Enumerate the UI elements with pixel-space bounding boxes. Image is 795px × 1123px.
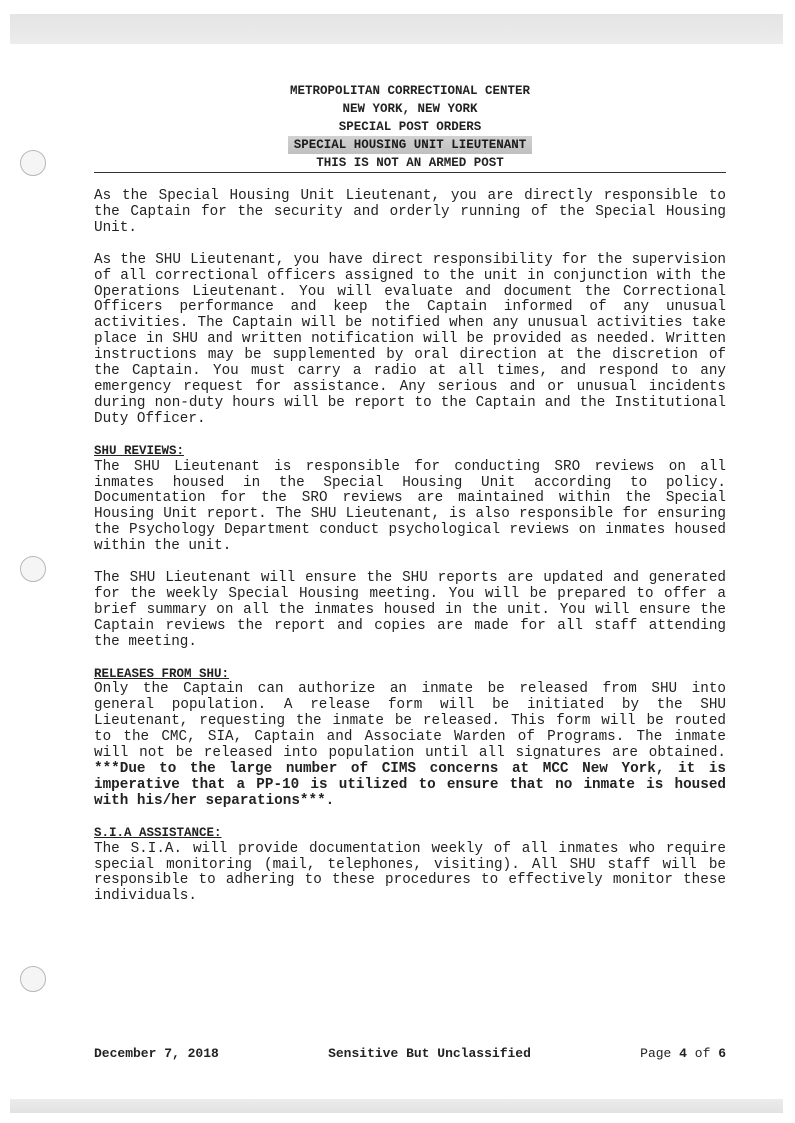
punch-hole-top-icon (20, 150, 46, 176)
document-body (94, 189, 726, 921)
header-document-type: SPECIAL POST ORDERS (338, 120, 482, 134)
intro-paragraph: As the Special Housing Unit Lieutenant, you are directly responsible to the Captain for the security and orderly running of the Special Housing Unit. (94, 188, 726, 236)
page-of: of (686, 1046, 719, 1061)
header-armed-status: THIS IS NOT AN ARMED POST (316, 156, 504, 170)
scan-bottom-shadow (10, 1099, 783, 1113)
shu-reviews-paragraph: The SHU Lieutenant is responsible for conducting SRO reviews on all inmates housed in the Special Housing Unit according to policy. Documentation for the SRO reviews are maintained within the Special Housing Unit report. The SHU Lieutenant, is also responsible for ensuring the Psychology Department conduct psychological reviews on inmates housed within the unit. (94, 458, 726, 555)
sia-heading: S.I.A ASSISTANCE: (94, 825, 222, 840)
header-location: NEW YORK, NEW YORK (342, 102, 478, 116)
header-institution: METROPOLITAN CORRECTIONAL CENTER (289, 84, 531, 98)
footer-classification: Sensitive But Unclassified (328, 1046, 531, 1061)
document-header (94, 82, 726, 172)
header-post-title: SPECIAL HOUSING UNIT LIEUTENANT (288, 136, 533, 154)
page-footer (94, 1046, 726, 1061)
releases-paragraph (94, 682, 726, 809)
header-divider (94, 172, 726, 173)
releases-text: Only the Captain can authorize an inmate be released from SHU into general population. A release form will be initiated by the SHU Lieutenant, requesting the inmate be released. This form will be routed to the CMC, SIA, Captain and Associate Warden of Programs. The inmate will not be released into population until all signatures are obtained. (94, 681, 726, 762)
releases-heading: RELEASES FROM SHU: (94, 666, 230, 681)
shu-reports-paragraph: The SHU Lieutenant will ensure the SHU reports are updated and generated for the weekly Special Housing meeting. You will be prepared to offer a brief summary on all the inmates housed in the unit. You will ensure the Captain reviews the report and copies are made for all staff attending the meeting. (94, 570, 726, 650)
page-current: 4 (679, 1046, 687, 1061)
releases-bold-notice: ***Due to the large number of CIMS concerns at MCC New York, it is imperative that a PP-10 is utilized to ensure that no inmate is housed with his/her separations***. (94, 761, 726, 809)
responsibility-paragraph: As the SHU Lieutenant, you have direct responsibility for the supervision of all correctional officers assigned to the unit in conjunction with the Operations Lieutenant. You will evaluate and document the Correctional Officers performance and keep the Captain informed of any unusual activities. The Captain will be notified when any unusual activities take place in SHU and written notification will be provided as needed. Written instructions may be supplemented by oral direction at the discretion of the Captain. You must carry a radio at all times, and respond to any emergency request for assistance. Any serious and or unusual incidents during non-duty hours will be report to the Captain and the Institutional Duty Officer. (94, 251, 726, 427)
sia-paragraph: The S.I.A. will provide documentation weekly of all inmates who require special monitoring (mail, telephones, visiting). All SHU staff will be responsible to adhering to these procedures to effectively monitor these individuals. (94, 840, 726, 905)
punch-hole-middle-icon (20, 556, 46, 582)
scan-top-shadow (10, 14, 783, 44)
footer-date: December 7, 2018 (94, 1046, 219, 1061)
page-prefix: Page (640, 1046, 680, 1061)
footer-page-number (640, 1046, 726, 1061)
page-total: 6 (718, 1046, 726, 1061)
shu-reviews-heading: SHU REVIEWS: (94, 443, 185, 458)
punch-hole-bottom-icon (20, 966, 46, 992)
